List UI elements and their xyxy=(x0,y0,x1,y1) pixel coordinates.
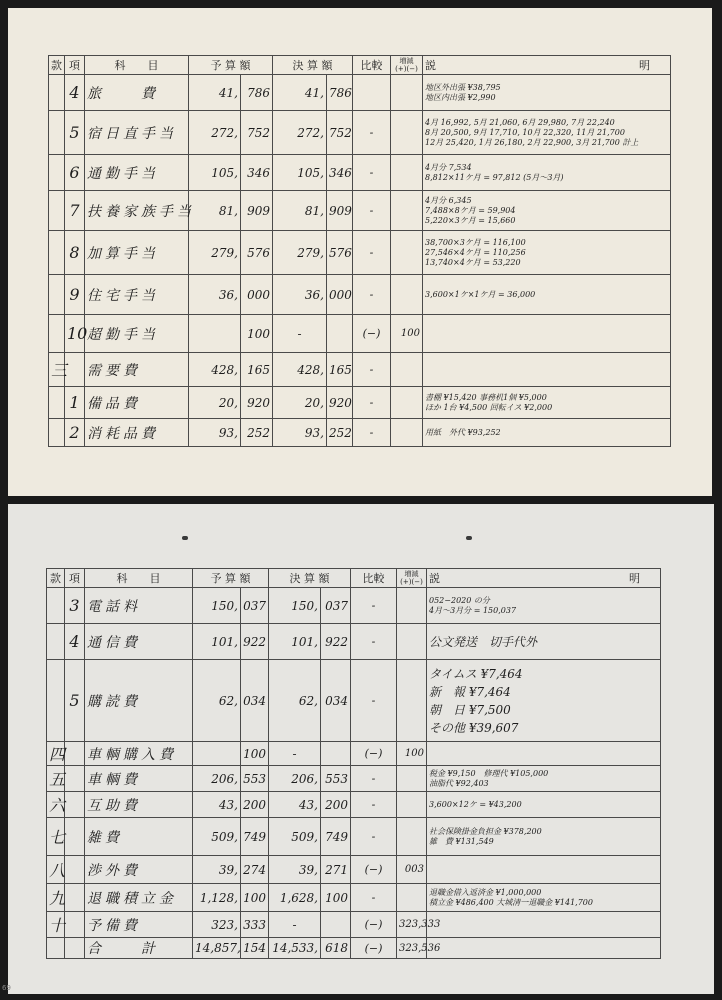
settlement-amount-minor xyxy=(321,742,351,766)
kou-cell: 10 xyxy=(65,315,85,353)
item-name: 超勤手当 xyxy=(85,315,189,353)
ledger-row xyxy=(47,818,661,856)
explanation-cell xyxy=(427,884,661,912)
budget-amount-minor: 100 xyxy=(241,315,273,353)
item-name: 予備費 xyxy=(85,912,193,938)
kan-cell xyxy=(49,231,65,275)
budget-amount-major: 323, xyxy=(193,912,241,938)
budget-amount-major: 36, xyxy=(189,275,241,315)
settlement-amount-minor: 909 xyxy=(327,191,353,231)
budget-amount-minor: 576 xyxy=(241,231,273,275)
change-cell xyxy=(397,624,427,660)
settlement-amount-major: 43, xyxy=(269,792,321,818)
kan-cell: 五 xyxy=(47,766,65,792)
explanation-cell xyxy=(423,155,671,191)
explanation-line: 27,546×4ケ月 = 110,256 xyxy=(425,247,526,257)
explanation-line: 4月分 7,534 xyxy=(425,162,472,172)
ledger-row xyxy=(47,660,661,742)
budget-amount-minor: 920 xyxy=(241,387,273,419)
item-name: 住宅手当 xyxy=(85,275,189,315)
budget-amount-major: 101, xyxy=(193,624,241,660)
comparison-cell: - xyxy=(353,275,391,315)
explanation-cell xyxy=(427,742,661,766)
settlement-amount-major: 36, xyxy=(273,275,327,315)
budget-amount-minor: 037 xyxy=(241,588,269,624)
settlement-amount-minor: 000 xyxy=(327,275,353,315)
kou-cell: 8 xyxy=(65,231,85,275)
settlement-amount-minor xyxy=(321,912,351,938)
explanation-line: 052−2020 の分 xyxy=(429,595,490,605)
kou-cell: 6 xyxy=(65,155,85,191)
setsumei-header: 説 明 xyxy=(427,569,661,588)
budget-amount-major: 105, xyxy=(189,155,241,191)
item-name: 消耗品費 xyxy=(85,419,189,447)
kou-header: 項 xyxy=(65,56,85,75)
kan-cell xyxy=(49,191,65,231)
zougen-header: 増減 (+)(−) xyxy=(397,569,427,588)
settlement-amount-minor: 252 xyxy=(327,419,353,447)
item-name: 車輌費 xyxy=(85,766,193,792)
kan-cell xyxy=(49,419,65,447)
settlement-amount-major: 14,533, xyxy=(269,938,321,959)
budget-amount-major xyxy=(189,315,241,353)
comparison-cell: - xyxy=(351,766,397,792)
kessan-header: 決 算 額 xyxy=(273,56,353,75)
change-cell xyxy=(391,353,423,387)
budget-amount-major: 279, xyxy=(189,231,241,275)
explanation-cell xyxy=(423,315,671,353)
kou-cell: 3 xyxy=(65,588,85,624)
ledger-row xyxy=(47,588,661,624)
explanation-line: 8,812×11ケ月 = 97,812 (5月〜3月) xyxy=(425,172,564,182)
change-cell: 003 xyxy=(397,856,427,884)
explanation-line: 地区内出張 ¥2,990 xyxy=(425,92,496,102)
budget-amount-minor: 252 xyxy=(241,419,273,447)
explanation-line: 4月分 6,345 xyxy=(425,195,472,205)
budget-amount-major: 206, xyxy=(193,766,241,792)
kamoku-header: 科 目 xyxy=(85,569,193,588)
budget-amount-minor: 749 xyxy=(241,818,269,856)
item-name: 備品費 xyxy=(85,387,189,419)
settlement-amount-major: 62, xyxy=(269,660,321,742)
hikaku-header: 比較 xyxy=(353,56,391,75)
comparison-cell: - xyxy=(353,353,391,387)
kan-cell: 六 xyxy=(47,792,65,818)
explanation-cell xyxy=(427,792,661,818)
comparison-cell: - xyxy=(351,792,397,818)
item-name: 旅 費 xyxy=(85,75,189,111)
kou-cell: 2 xyxy=(65,419,85,447)
settlement-amount-minor: 271 xyxy=(321,856,351,884)
explanation-line: 税金 ¥9,150 修理代 ¥105,000 xyxy=(429,768,549,778)
explanation-line: 地区外出張 ¥38,795 xyxy=(425,82,501,92)
explanation-line: タイムス ¥7,464 xyxy=(429,666,523,681)
page-number: 69 xyxy=(2,984,11,992)
settlement-amount-minor: 749 xyxy=(321,818,351,856)
comparison-cell: - xyxy=(351,588,397,624)
kou-cell: 9 xyxy=(65,275,85,315)
ledger-row xyxy=(47,624,661,660)
settlement-amount-major: 20, xyxy=(273,387,327,419)
kou-cell xyxy=(65,938,85,959)
budget-amount-minor: 274 xyxy=(241,856,269,884)
yosan-header: 予 算 額 xyxy=(189,56,273,75)
settlement-amount-major: 105, xyxy=(273,155,327,191)
change-cell xyxy=(391,111,423,155)
header-row xyxy=(49,56,671,75)
ledger-row xyxy=(47,766,661,792)
kou-cell: 1 xyxy=(65,387,85,419)
budget-amount-minor: 909 xyxy=(241,191,273,231)
item-name: 扶養家族手当 xyxy=(85,191,189,231)
budget-amount-minor: 165 xyxy=(241,353,273,387)
explanation-cell xyxy=(427,660,661,742)
kou-cell xyxy=(65,856,85,884)
upper-ledger-body xyxy=(49,75,671,447)
change-cell xyxy=(391,191,423,231)
kou-cell xyxy=(65,912,85,938)
settlement-amount-major: 428, xyxy=(273,353,327,387)
comparison-cell: - xyxy=(353,111,391,155)
settlement-amount-major: 101, xyxy=(269,624,321,660)
item-name: 渉外費 xyxy=(85,856,193,884)
explanation-line: 3,600×1ケ×1ケ月 = 36,000 xyxy=(425,289,536,299)
explanation-line: 8月 20,500, 9月 17,710, 10月 22,320, 11月 21,700 xyxy=(425,127,625,137)
settlement-amount-minor: 553 xyxy=(321,766,351,792)
kan-cell xyxy=(49,155,65,191)
explanation-cell xyxy=(427,766,661,792)
kou-cell xyxy=(65,353,85,387)
settlement-amount-major: 279, xyxy=(273,231,327,275)
settlement-amount-minor: 786 xyxy=(327,75,353,111)
explanation-line: 12月 25,420, 1月 26,180, 2月 22,900, 3月 21,700 計上 xyxy=(425,137,639,147)
kou-cell xyxy=(65,818,85,856)
explanation-cell xyxy=(423,75,671,111)
explanation-line: 新 報 ¥7,464 xyxy=(429,684,511,699)
explanation-cell xyxy=(423,353,671,387)
change-cell xyxy=(397,884,427,912)
explanation-cell xyxy=(427,938,661,959)
comparison-cell: - xyxy=(353,387,391,419)
kan-cell: 八 xyxy=(47,856,65,884)
change-cell xyxy=(391,155,423,191)
explanation-cell xyxy=(423,191,671,231)
explanation-line: 3,600×12ケ = ¥43,200 xyxy=(429,799,522,809)
change-cell xyxy=(391,419,423,447)
kou-cell: 5 xyxy=(65,111,85,155)
budget-amount-minor: 034 xyxy=(241,660,269,742)
explanation-line: 7,488×8ケ月 = 59,904 xyxy=(425,205,516,215)
item-name: 通勤手当 xyxy=(85,155,189,191)
comparison-cell: (−) xyxy=(351,938,397,959)
explanation-line: 書棚 ¥15,420 事務机1個 ¥5,000 xyxy=(425,392,547,402)
settlement-amount-major: - xyxy=(273,315,327,353)
budget-amount-major: 272, xyxy=(189,111,241,155)
settlement-amount-major: 206, xyxy=(269,766,321,792)
ledger-row xyxy=(47,792,661,818)
explanation-line: 4月〜3月分 = 150,037 xyxy=(429,605,517,615)
change-cell: 100 xyxy=(391,315,423,353)
comparison-cell: - xyxy=(353,419,391,447)
settlement-amount-major: 509, xyxy=(269,818,321,856)
punch-hole xyxy=(466,536,472,540)
settlement-amount-major: - xyxy=(269,742,321,766)
budget-amount-major: 20, xyxy=(189,387,241,419)
change-cell xyxy=(391,387,423,419)
settlement-amount-minor: 200 xyxy=(321,792,351,818)
hikaku-header: 比較 xyxy=(351,569,397,588)
comparison-cell: (−) xyxy=(351,856,397,884)
budget-amount-minor: 333 xyxy=(241,912,269,938)
explanation-cell xyxy=(423,231,671,275)
settlement-amount-minor: 576 xyxy=(327,231,353,275)
kou-cell: 5 xyxy=(65,660,85,742)
ledger-row xyxy=(49,387,671,419)
kan-cell: 九 xyxy=(47,884,65,912)
ledger-row xyxy=(47,742,661,766)
ledger-row xyxy=(47,938,661,959)
settlement-amount-major: 272, xyxy=(273,111,327,155)
change-cell xyxy=(391,75,423,111)
item-name: 互助費 xyxy=(85,792,193,818)
change-cell: 100 xyxy=(397,742,427,766)
comparison-cell: (−) xyxy=(351,742,397,766)
budget-amount-minor: 346 xyxy=(241,155,273,191)
budget-amount-major: 428, xyxy=(189,353,241,387)
explanation-cell xyxy=(427,912,661,938)
comparison-cell: - xyxy=(353,155,391,191)
explanation-cell xyxy=(423,111,671,155)
change-cell xyxy=(391,231,423,275)
lower-ledger-table xyxy=(46,568,661,959)
change-cell xyxy=(391,275,423,315)
item-name: 加算手当 xyxy=(85,231,189,275)
budget-amount-minor: 922 xyxy=(241,624,269,660)
settlement-amount-major: 41, xyxy=(273,75,327,111)
kessan-header: 決 算 額 xyxy=(269,569,351,588)
comparison-cell: - xyxy=(351,884,397,912)
upper-ledger-table xyxy=(48,55,671,447)
ledger-row xyxy=(49,275,671,315)
kan-cell xyxy=(49,315,65,353)
item-name: 退職積立金 xyxy=(85,884,193,912)
settlement-amount-minor: 034 xyxy=(321,660,351,742)
explanation-line: その他 ¥39,607 xyxy=(429,720,519,735)
budget-amount-minor: 786 xyxy=(241,75,273,111)
explanation-line: 積立金 ¥486,400 大城清一退職金 ¥141,700 xyxy=(429,897,593,907)
explanation-cell xyxy=(423,419,671,447)
kan-cell xyxy=(47,660,65,742)
settlement-amount-major: - xyxy=(269,912,321,938)
budget-amount-minor: 154 xyxy=(241,938,269,959)
budget-amount-major: 81, xyxy=(189,191,241,231)
settlement-amount-major: 1,628, xyxy=(269,884,321,912)
budget-amount-major: 62, xyxy=(193,660,241,742)
settlement-amount-minor: 618 xyxy=(321,938,351,959)
budget-amount-minor: 100 xyxy=(241,742,269,766)
item-name: 車輌購入費 xyxy=(85,742,193,766)
kou-cell xyxy=(65,884,85,912)
budget-amount-major: 39, xyxy=(193,856,241,884)
kou-cell: 4 xyxy=(65,75,85,111)
ledger-row xyxy=(49,191,671,231)
explanation-line: 用紙 外代 ¥93,252 xyxy=(425,427,501,437)
budget-amount-major: 1,128, xyxy=(193,884,241,912)
explanation-line: ほか 1台 ¥4,500 回転イス ¥2,000 xyxy=(425,402,553,412)
ledger-row xyxy=(47,912,661,938)
settlement-amount-minor xyxy=(327,315,353,353)
item-name: 電話料 xyxy=(85,588,193,624)
kou-header: 項 xyxy=(65,569,85,588)
kamoku-header: 科 目 xyxy=(85,56,189,75)
change-cell xyxy=(397,660,427,742)
kan-cell xyxy=(49,275,65,315)
explanation-cell xyxy=(427,856,661,884)
ledger-row xyxy=(47,884,661,912)
comparison-cell: - xyxy=(351,660,397,742)
kan-cell xyxy=(47,938,65,959)
budget-amount-major: 43, xyxy=(193,792,241,818)
budget-amount-major xyxy=(193,742,241,766)
explanation-cell xyxy=(427,588,661,624)
kan-header: 款 xyxy=(47,569,65,588)
budget-amount-minor: 100 xyxy=(241,884,269,912)
settlement-amount-minor: 037 xyxy=(321,588,351,624)
ledger-row xyxy=(47,856,661,884)
budget-amount-major: 41, xyxy=(189,75,241,111)
explanation-line: 公文発送 切手代外 xyxy=(429,634,538,649)
item-name: 宿日直手当 xyxy=(85,111,189,155)
budget-amount-minor: 553 xyxy=(241,766,269,792)
explanation-line: 社会保険掛金負担金 ¥378,200 xyxy=(429,826,542,836)
comparison-cell: - xyxy=(353,191,391,231)
change-cell xyxy=(397,818,427,856)
kan-cell: 四 xyxy=(47,742,65,766)
budget-amount-major: 150, xyxy=(193,588,241,624)
ledger-row xyxy=(49,231,671,275)
ledger-row xyxy=(49,75,671,111)
yosan-header: 予 算 額 xyxy=(193,569,269,588)
item-name: 購読費 xyxy=(85,660,193,742)
change-cell xyxy=(397,766,427,792)
explanation-line: 油脂代 ¥92,403 xyxy=(429,778,489,788)
lower-ledger-body xyxy=(47,588,661,959)
ledger-row xyxy=(49,111,671,155)
explanation-line: 4月 16,992, 5月 21,060, 6月 29,980, 7月 22,240 xyxy=(425,117,615,127)
kan-cell xyxy=(47,624,65,660)
item-name: 通信費 xyxy=(85,624,193,660)
ledger-row xyxy=(49,155,671,191)
item-name: 需要費 xyxy=(85,353,189,387)
budget-amount-major: 93, xyxy=(189,419,241,447)
item-name: 雑費 xyxy=(85,818,193,856)
explanation-cell xyxy=(427,624,661,660)
kan-cell: 三 xyxy=(49,353,65,387)
change-cell: 323,333 xyxy=(397,912,427,938)
comparison-cell: - xyxy=(351,624,397,660)
settlement-amount-minor: 165 xyxy=(327,353,353,387)
settlement-amount-major: 93, xyxy=(273,419,327,447)
zougen-header: 増減 (+)(−) xyxy=(391,56,423,75)
kan-cell xyxy=(49,111,65,155)
explanation-cell xyxy=(423,275,671,315)
explanation-line: 5,220×3ケ月 = 15,660 xyxy=(425,215,516,225)
comparison-cell: (−) xyxy=(353,315,391,353)
comparison-cell: - xyxy=(353,231,391,275)
kou-cell xyxy=(65,792,85,818)
ledger-row xyxy=(49,353,671,387)
change-cell xyxy=(397,792,427,818)
settlement-amount-minor: 922 xyxy=(321,624,351,660)
item-name: 合 計 xyxy=(85,938,193,959)
kou-cell xyxy=(65,742,85,766)
comparison-cell: (−) xyxy=(351,912,397,938)
header-row xyxy=(47,569,661,588)
ledger-row xyxy=(49,419,671,447)
settlement-amount-minor: 100 xyxy=(321,884,351,912)
explanation-line: 13,740×4ケ月 = 53,220 xyxy=(425,257,521,267)
change-cell: 323,536 xyxy=(397,938,427,959)
kan-cell: 十 xyxy=(47,912,65,938)
kan-cell: 七 xyxy=(47,818,65,856)
explanation-line: 朝 日 ¥7,500 xyxy=(429,702,511,717)
settlement-amount-minor: 920 xyxy=(327,387,353,419)
settlement-amount-major: 81, xyxy=(273,191,327,231)
kan-header: 款 xyxy=(49,56,65,75)
budget-amount-major: 14,857, xyxy=(193,938,241,959)
kou-cell xyxy=(65,766,85,792)
comparison-cell: - xyxy=(351,818,397,856)
explanation-line: 38,700×3ケ月 = 116,100 xyxy=(425,237,526,247)
explanation-line: 退職金借入返済金 ¥1,000,000 xyxy=(429,887,542,897)
kou-cell: 7 xyxy=(65,191,85,231)
budget-amount-minor: 000 xyxy=(241,275,273,315)
change-cell xyxy=(397,588,427,624)
explanation-cell xyxy=(427,818,661,856)
budget-amount-minor: 200 xyxy=(241,792,269,818)
budget-amount-major: 509, xyxy=(193,818,241,856)
settlement-amount-minor: 752 xyxy=(327,111,353,155)
setsumei-header: 説 明 xyxy=(423,56,671,75)
kan-cell xyxy=(49,387,65,419)
kou-cell: 4 xyxy=(65,624,85,660)
explanation-cell xyxy=(423,387,671,419)
settlement-amount-minor: 346 xyxy=(327,155,353,191)
kan-cell xyxy=(47,588,65,624)
punch-hole xyxy=(182,536,188,540)
settlement-amount-major: 39, xyxy=(269,856,321,884)
settlement-amount-major: 150, xyxy=(269,588,321,624)
budget-amount-minor: 752 xyxy=(241,111,273,155)
comparison-cell xyxy=(353,75,391,111)
explanation-line: 雑 費 ¥131,549 xyxy=(429,836,494,846)
kan-cell xyxy=(49,75,65,111)
ledger-row xyxy=(49,315,671,353)
